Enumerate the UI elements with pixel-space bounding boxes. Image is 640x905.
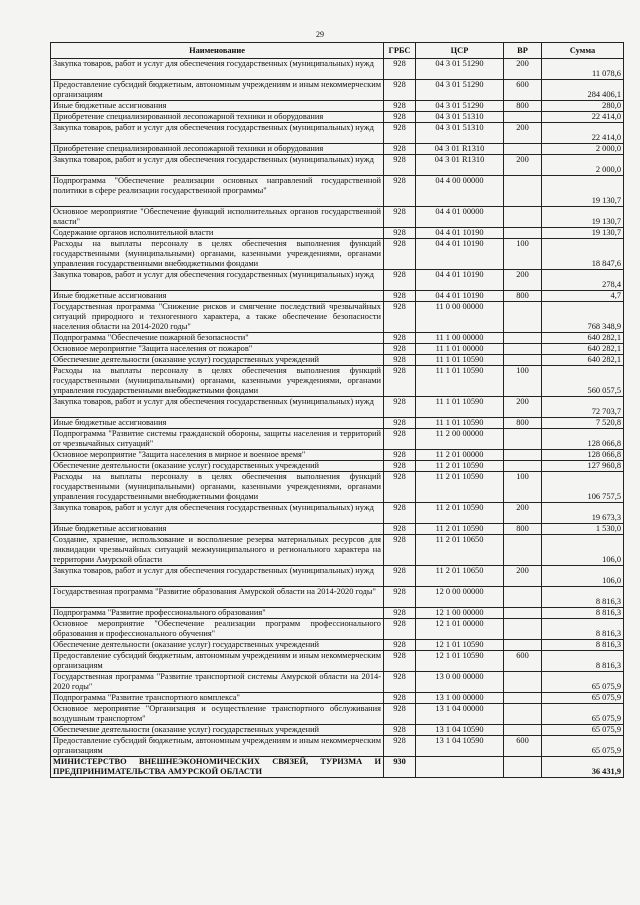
- row-grbs: 928: [384, 355, 416, 366]
- header-vr: ВР: [504, 43, 542, 59]
- table-row: [51, 418, 624, 429]
- row-csr: [416, 757, 504, 778]
- row-csr: 12 1 01 10590: [416, 640, 504, 651]
- row-csr: 04 4 01 10190: [416, 228, 504, 239]
- row-grbs: 928: [384, 144, 416, 155]
- row-sum: 1 530,0: [542, 524, 624, 535]
- row-csr: 04 3 01 R1310: [416, 144, 504, 155]
- row-grbs: 928: [384, 123, 416, 144]
- row-vr: [504, 228, 542, 239]
- row-csr: 13 0 00 00000: [416, 672, 504, 693]
- row-name: Создание, хранение, использование и восполнение резерва материальных ресурсов для ликвидации чрезвычайных ситуаций межмуниципального и регионального характера на территории Амурской области: [51, 535, 384, 566]
- row-csr: 11 2 01 10590: [416, 524, 504, 535]
- row-csr: 11 1 01 10590: [416, 355, 504, 366]
- row-grbs: 928: [384, 302, 416, 333]
- row-vr: [504, 672, 542, 693]
- row-vr: 800: [504, 524, 542, 535]
- row-vr: 800: [504, 291, 542, 302]
- table-row: [51, 333, 624, 344]
- row-sum: 106,0: [542, 535, 624, 566]
- row-vr: 600: [504, 80, 542, 101]
- row-grbs: 928: [384, 693, 416, 704]
- row-grbs: 928: [384, 333, 416, 344]
- row-csr: 11 1 01 10590: [416, 397, 504, 418]
- row-sum: 280,0: [542, 101, 624, 112]
- table-row: [51, 736, 624, 757]
- row-sum: 65 075,9: [542, 693, 624, 704]
- table-row: [51, 80, 624, 101]
- row-csr: 04 4 00 00000: [416, 176, 504, 207]
- row-vr: 200: [504, 270, 542, 291]
- row-name: Закупка товаров, работ и услуг для обеспечения государственных (муниципальных) нужд: [51, 566, 384, 587]
- row-sum: 560 057,5: [542, 366, 624, 397]
- row-sum: 22 414,0: [542, 112, 624, 123]
- row-name: Основное мероприятие "Защита населения в мирное и военное время": [51, 450, 384, 461]
- row-vr: 100: [504, 366, 542, 397]
- row-vr: [504, 450, 542, 461]
- row-vr: [504, 207, 542, 228]
- row-name: Обеспечение деятельности (оказание услуг) государственных учреждений: [51, 461, 384, 472]
- row-sum: 8 816,3: [542, 640, 624, 651]
- row-csr: 11 1 01 10590: [416, 366, 504, 397]
- row-grbs: 928: [384, 228, 416, 239]
- row-vr: 800: [504, 101, 542, 112]
- row-name: Основное мероприятие "Обеспечение реализации программ профессионального образования и профессионального обучения": [51, 619, 384, 640]
- table-row: [51, 112, 624, 123]
- row-csr: 04 3 01 51290: [416, 80, 504, 101]
- row-grbs: 928: [384, 503, 416, 524]
- row-sum: 18 847,6: [542, 239, 624, 270]
- row-name: Иные бюджетные ассигнования: [51, 524, 384, 535]
- table-row: [51, 397, 624, 418]
- row-name: Предоставление субсидий бюджетным, автономным учреждениям и иным некоммерческим организациям: [51, 651, 384, 672]
- row-csr: 04 3 01 51290: [416, 59, 504, 80]
- header-grbs: ГРБС: [384, 43, 416, 59]
- row-csr: 04 4 01 10190: [416, 239, 504, 270]
- row-vr: [504, 302, 542, 333]
- row-grbs: 928: [384, 207, 416, 228]
- row-csr: 12 1 01 10590: [416, 651, 504, 672]
- header-name: Наименование: [51, 43, 384, 59]
- row-name: Иные бюджетные ассигнования: [51, 418, 384, 429]
- row-vr: 200: [504, 59, 542, 80]
- row-name: Обеспечение деятельности (оказание услуг) государственных учреждений: [51, 355, 384, 366]
- table-row: [51, 429, 624, 450]
- table-row: [51, 155, 624, 176]
- row-grbs: 928: [384, 640, 416, 651]
- row-name: Закупка товаров, работ и услуг для обеспечения государственных (муниципальных) нужд: [51, 155, 384, 176]
- budget-table: [50, 42, 624, 778]
- row-sum: 640 282,1: [542, 355, 624, 366]
- row-csr: 04 4 01 00000: [416, 207, 504, 228]
- row-grbs: 928: [384, 429, 416, 450]
- row-sum: 65 075,9: [542, 725, 624, 736]
- row-sum: 7 520,8: [542, 418, 624, 429]
- table-row: [51, 587, 624, 608]
- row-sum: 284 406,1: [542, 80, 624, 101]
- table-row: [51, 704, 624, 725]
- table-row: [51, 608, 624, 619]
- table-row: [51, 355, 624, 366]
- table-row: [51, 123, 624, 144]
- table-row: [51, 566, 624, 587]
- row-grbs: 928: [384, 418, 416, 429]
- row-grbs: 928: [384, 101, 416, 112]
- row-sum: 8 816,3: [542, 587, 624, 608]
- row-sum: 19 673,3: [542, 503, 624, 524]
- row-csr: 11 1 01 10590: [416, 418, 504, 429]
- row-vr: 200: [504, 123, 542, 144]
- row-grbs: 928: [384, 725, 416, 736]
- row-grbs: 928: [384, 535, 416, 566]
- row-sum: 8 816,3: [542, 608, 624, 619]
- row-grbs: 928: [384, 472, 416, 503]
- row-name: Подпрограмма "Развитие транспортного комплекса": [51, 693, 384, 704]
- row-csr: 11 2 00 00000: [416, 429, 504, 450]
- table-row: [51, 270, 624, 291]
- table-row: [51, 524, 624, 535]
- row-grbs: 928: [384, 366, 416, 397]
- header-csr: ЦСР: [416, 43, 504, 59]
- row-name: МИНИСТЕРСТВО ВНЕШНЕЭКОНОМИЧЕСКИХ СВЯЗЕЙ, ТУРИЗМА И ПРЕДПРИНИМАТЕЛЬСТВА АМУРСКОЙ ОБЛАСТИ: [51, 757, 384, 778]
- row-name: Предоставление субсидий бюджетным, автономным учреждениям и иным некоммерческим организациям: [51, 736, 384, 757]
- row-name: Подпрограмма "Развитие профессионального образования": [51, 608, 384, 619]
- row-csr: 04 3 01 R1310: [416, 155, 504, 176]
- row-csr: 13 1 04 10590: [416, 736, 504, 757]
- row-grbs: 928: [384, 619, 416, 640]
- row-sum: 72 703,7: [542, 397, 624, 418]
- row-vr: [504, 608, 542, 619]
- table-row: [51, 228, 624, 239]
- row-grbs: 928: [384, 461, 416, 472]
- table-row: [51, 672, 624, 693]
- table-body: [51, 59, 624, 778]
- row-name: Иные бюджетные ассигнования: [51, 101, 384, 112]
- row-vr: [504, 461, 542, 472]
- row-vr: 600: [504, 736, 542, 757]
- row-sum: 2 000,0: [542, 144, 624, 155]
- table-row: [51, 503, 624, 524]
- row-sum: 2 000,0: [542, 155, 624, 176]
- table-row: [51, 366, 624, 397]
- row-csr: 04 4 01 10190: [416, 291, 504, 302]
- row-vr: [504, 144, 542, 155]
- table-row: [51, 344, 624, 355]
- row-sum: 106 757,5: [542, 472, 624, 503]
- row-name: Закупка товаров, работ и услуг для обеспечения государственных (муниципальных) нужд: [51, 123, 384, 144]
- row-csr: 12 1 01 00000: [416, 619, 504, 640]
- row-name: Закупка товаров, работ и услуг для обеспечения государственных (муниципальных) нужд: [51, 397, 384, 418]
- row-sum: 106,0: [542, 566, 624, 587]
- row-name: Подпрограмма "Обеспечение реализации основных направлений государственной политики в сфере реализации государственной программы": [51, 176, 384, 207]
- row-vr: [504, 757, 542, 778]
- row-name: Основное мероприятие "Обеспечение функций исполнительных органов государственной власти": [51, 207, 384, 228]
- table-row: [51, 207, 624, 228]
- row-name: Подпрограмма "Обеспечение пожарной безопасности": [51, 333, 384, 344]
- table-row: [51, 291, 624, 302]
- row-sum: 19 130,7: [542, 228, 624, 239]
- row-csr: 11 1 00 00000: [416, 333, 504, 344]
- table-row: [51, 176, 624, 207]
- row-name: Расходы на выплаты персоналу в целях обеспечения выполнения функций государственными (муниципальными) органами, казенными учреждениями, органами управления государственными внебюджетными фондами: [51, 472, 384, 503]
- header-sum: Сумма: [542, 43, 624, 59]
- row-sum: 8 816,3: [542, 619, 624, 640]
- row-grbs: 928: [384, 291, 416, 302]
- row-grbs: 928: [384, 450, 416, 461]
- row-csr: 04 3 01 51310: [416, 112, 504, 123]
- row-grbs: 928: [384, 344, 416, 355]
- row-csr: 11 2 01 10590: [416, 503, 504, 524]
- row-sum: 128 066,8: [542, 429, 624, 450]
- row-grbs: 928: [384, 155, 416, 176]
- table-row: [51, 101, 624, 112]
- row-name: Закупка товаров, работ и услуг для обеспечения государственных (муниципальных) нужд: [51, 503, 384, 524]
- page-number: 29: [316, 30, 324, 39]
- table-row: [51, 535, 624, 566]
- row-vr: [504, 693, 542, 704]
- row-csr: 11 2 01 10590: [416, 461, 504, 472]
- row-csr: 11 0 00 00000: [416, 302, 504, 333]
- row-vr: [504, 333, 542, 344]
- row-vr: 600: [504, 651, 542, 672]
- table-row: [51, 725, 624, 736]
- row-csr: 04 3 01 51290: [416, 101, 504, 112]
- row-sum: 640 282,1: [542, 333, 624, 344]
- row-sum: 278,4: [542, 270, 624, 291]
- row-grbs: 928: [384, 736, 416, 757]
- row-name: Основное мероприятие "Защита населения от пожаров": [51, 344, 384, 355]
- table-row: [51, 450, 624, 461]
- row-name: Расходы на выплаты персоналу в целях обеспечения выполнения функций государственными (муниципальными) органами, казенными учреждениями, органами управления государственными внебюджетными фондами: [51, 366, 384, 397]
- table-row: [51, 757, 624, 778]
- row-vr: [504, 344, 542, 355]
- row-name: Обеспечение деятельности (оказание услуг) государственных учреждений: [51, 725, 384, 736]
- row-csr: 04 4 01 10190: [416, 270, 504, 291]
- row-grbs: 928: [384, 239, 416, 270]
- row-vr: [504, 587, 542, 608]
- table-row: [51, 619, 624, 640]
- row-sum: 65 075,9: [542, 704, 624, 725]
- table-row: [51, 461, 624, 472]
- row-grbs: 928: [384, 672, 416, 693]
- row-name: Иные бюджетные ассигнования: [51, 291, 384, 302]
- row-sum: 36 431,9: [542, 757, 624, 778]
- row-vr: [504, 112, 542, 123]
- row-csr: 04 3 01 51310: [416, 123, 504, 144]
- row-vr: [504, 355, 542, 366]
- row-grbs: 928: [384, 566, 416, 587]
- row-grbs: 928: [384, 176, 416, 207]
- row-vr: 800: [504, 418, 542, 429]
- table-row: [51, 144, 624, 155]
- row-csr: 11 2 01 10650: [416, 566, 504, 587]
- row-vr: 200: [504, 566, 542, 587]
- row-csr: 11 2 01 10650: [416, 535, 504, 566]
- row-grbs: 928: [384, 524, 416, 535]
- row-name: Закупка товаров, работ и услуг для обеспечения государственных (муниципальных) нужд: [51, 59, 384, 80]
- row-vr: 100: [504, 472, 542, 503]
- row-vr: [504, 535, 542, 566]
- row-sum: 11 078,6: [542, 59, 624, 80]
- row-grbs: 928: [384, 704, 416, 725]
- row-sum: 8 816,3: [542, 651, 624, 672]
- row-vr: [504, 176, 542, 207]
- row-vr: [504, 725, 542, 736]
- row-csr: 12 1 00 00000: [416, 608, 504, 619]
- row-vr: 200: [504, 155, 542, 176]
- row-vr: [504, 619, 542, 640]
- row-vr: [504, 640, 542, 651]
- row-name: Приобретение специализированной лесопожарной техники и оборудования: [51, 112, 384, 123]
- row-sum: 22 414,0: [542, 123, 624, 144]
- row-sum: 127 960,8: [542, 461, 624, 472]
- row-sum: 128 066,8: [542, 450, 624, 461]
- row-name: Подпрограмма "Развитие системы гражданской обороны, защиты населения и территорий от чрезвычайных ситуаций": [51, 429, 384, 450]
- row-name: Содержание органов исполнительной власти: [51, 228, 384, 239]
- row-name: Государственная программа "Снижение рисков и смягчение последствий чрезвычайных ситуаций природного и техногенного характера, а также обеспечение безопасности населения области на 2014-2020 годы": [51, 302, 384, 333]
- row-name: Приобретение специализированной лесопожарной техники и оборудования: [51, 144, 384, 155]
- row-csr: 12 0 00 00000: [416, 587, 504, 608]
- row-grbs: 928: [384, 270, 416, 291]
- row-vr: 200: [504, 397, 542, 418]
- row-grbs: 928: [384, 59, 416, 80]
- row-csr: 11 1 01 00000: [416, 344, 504, 355]
- row-sum: 640 282,1: [542, 344, 624, 355]
- row-vr: 200: [504, 503, 542, 524]
- row-csr: 11 2 01 00000: [416, 450, 504, 461]
- table-header-row: [51, 43, 624, 59]
- table-row: [51, 651, 624, 672]
- table-row: [51, 693, 624, 704]
- row-csr: 13 1 04 00000: [416, 704, 504, 725]
- table-row: [51, 302, 624, 333]
- row-csr: 13 1 04 10590: [416, 725, 504, 736]
- row-grbs: 928: [384, 587, 416, 608]
- row-name: Государственная программа "Развитие транспортной системы Амурской области на 2014-2020 годы": [51, 672, 384, 693]
- row-sum: 768 348,9: [542, 302, 624, 333]
- row-vr: 100: [504, 239, 542, 270]
- table-row: [51, 59, 624, 80]
- row-name: Расходы на выплаты персоналу в целях обеспечения выполнения функций государственными (муниципальными) органами, казенными учреждениями, органами управления государственными внебюджетными фондами: [51, 239, 384, 270]
- row-csr: 11 2 01 10590: [416, 472, 504, 503]
- row-grbs: 928: [384, 397, 416, 418]
- row-sum: 4,7: [542, 291, 624, 302]
- table-row: [51, 239, 624, 270]
- row-grbs: 928: [384, 651, 416, 672]
- row-grbs: 928: [384, 80, 416, 101]
- row-name: Предоставление субсидий бюджетным, автономным учреждениям и иным некоммерческим организациям: [51, 80, 384, 101]
- row-name: Основное мероприятие "Организация и осуществление транспортного обслуживания воздушным транспортом": [51, 704, 384, 725]
- table-row: [51, 472, 624, 503]
- row-name: Государственная программа "Развитие образования Амурской области на 2014-2020 годы": [51, 587, 384, 608]
- row-vr: [504, 704, 542, 725]
- row-sum: 19 130,7: [542, 207, 624, 228]
- row-name: Закупка товаров, работ и услуг для обеспечения государственных (муниципальных) нужд: [51, 270, 384, 291]
- row-grbs: 930: [384, 757, 416, 778]
- row-vr: [504, 429, 542, 450]
- row-sum: 65 075,9: [542, 736, 624, 757]
- row-csr: 13 1 00 00000: [416, 693, 504, 704]
- table-row: [51, 640, 624, 651]
- row-grbs: 928: [384, 112, 416, 123]
- row-sum: 19 130,7: [542, 176, 624, 207]
- row-sum: 65 075,9: [542, 672, 624, 693]
- row-name: Обеспечение деятельности (оказание услуг) государственных учреждений: [51, 640, 384, 651]
- row-grbs: 928: [384, 608, 416, 619]
